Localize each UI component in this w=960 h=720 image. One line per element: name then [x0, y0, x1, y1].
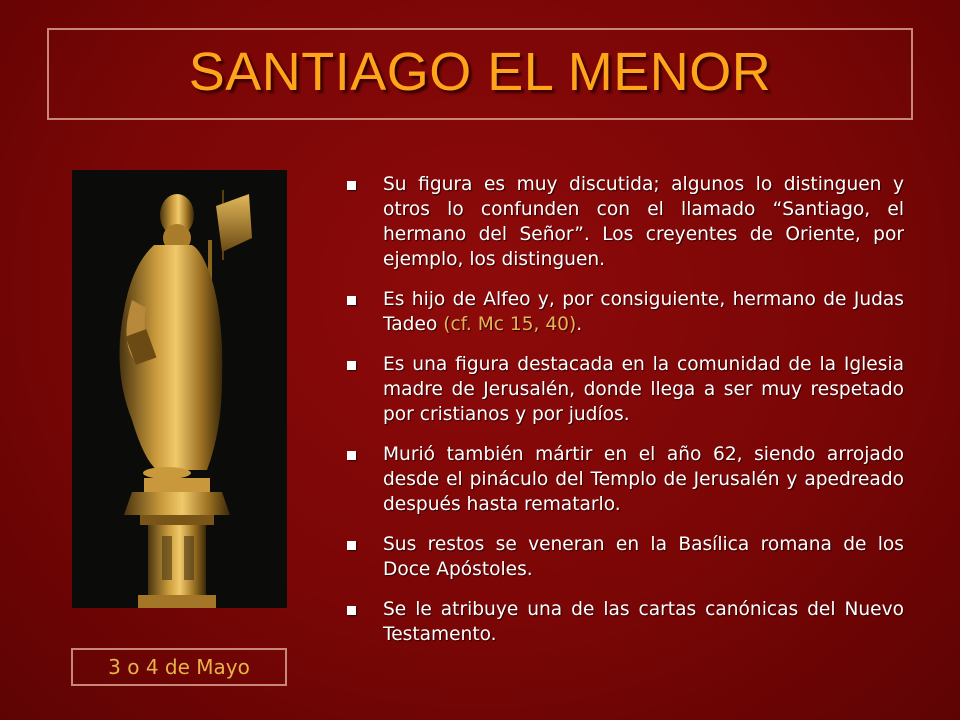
bullet-text: Su figura es muy discutida; algunos lo distinguen y otros lo confunden con el llamado “Santiago, el hermano del Señor”. Los creyentes de Oriente, por ejemplo, los distinguen.	[383, 174, 904, 270]
feast-date: 3 o 4 de Mayo	[108, 655, 250, 679]
bullet-item	[343, 172, 904, 272]
bullet-text: Sus restos se veneran en la Basílica romana de los Doce Apóstoles.	[383, 534, 904, 580]
square-bullet-icon	[347, 451, 356, 460]
bible-reference: (cf. Mc 15, 40)	[443, 314, 577, 335]
bullet-text: Se le atribuye una de las cartas canónicas del Nuevo Testamento.	[383, 599, 904, 645]
bullet-item	[343, 352, 904, 427]
bullet-list	[343, 172, 904, 662]
square-bullet-icon	[347, 181, 356, 190]
square-bullet-icon	[347, 361, 356, 370]
bullet-text: Es hijo de Alfeo y, por consiguiente, hermano de Judas Tadeo	[383, 289, 904, 335]
bullet-text-tail: .	[576, 314, 583, 335]
square-bullet-icon	[347, 541, 356, 550]
bullet-text: Es una figura destacada en la comunidad de la Iglesia madre de Jerusalén, donde llega a ser muy respetado por cristianos y por judíos.	[383, 354, 904, 425]
bullet-item	[343, 442, 904, 517]
bullet-text: Murió también mártir en el año 62, siendo arrojado desde el pináculo del Templo de Jerusalén y apedreado después hasta rematarlo.	[383, 444, 904, 515]
slide-title: SANTIAGO EL MENOR	[188, 42, 772, 102]
bullet-item	[343, 287, 904, 337]
square-bullet-icon	[347, 606, 356, 615]
bullet-item	[343, 532, 904, 582]
bullet-item	[343, 597, 904, 647]
statue-image	[72, 170, 287, 608]
date-frame	[71, 648, 287, 686]
square-bullet-icon	[347, 296, 356, 305]
title-frame	[47, 28, 913, 120]
